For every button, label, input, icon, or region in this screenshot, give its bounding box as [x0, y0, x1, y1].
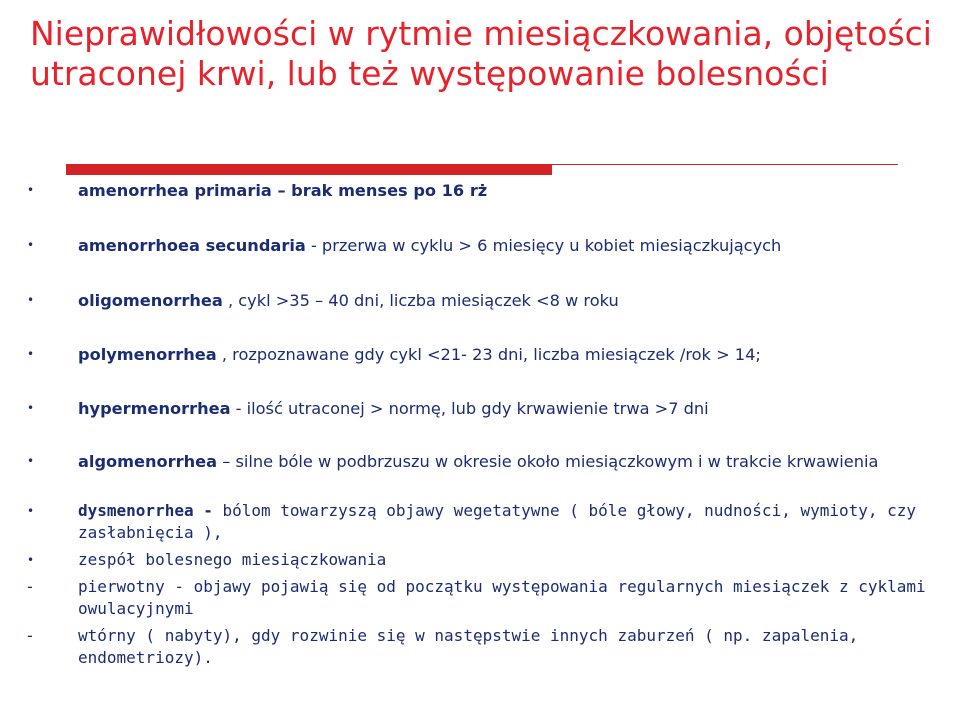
list-item-algomenorrhea [78, 451, 938, 473]
dash-marker: - [27, 577, 33, 596]
title-line-2: utraconej krwi, lub też występowanie bolesności [30, 54, 829, 93]
item-description: , cykl >35 – 40 dni, liczba miesiączek <8 w roku [222, 291, 619, 310]
list-item-dysmenorrhea [78, 500, 938, 544]
item-description: pierwotny - objawy pojawią się od początku występowania regularnych miesiączek z cyklami owulacyjnymi [78, 577, 926, 618]
title-rule-thick [66, 164, 552, 175]
item-description: - ilość utraconej > normę, lub gdy krwawienie trwa >7 dni [230, 399, 709, 418]
bullet-marker: • [27, 401, 35, 415]
bullet-marker: • [27, 347, 35, 361]
item-description: – silne bóle w podbrzuszu w okresie około miesiączkowym i w trakcie krwawienia [217, 452, 879, 471]
item-description: , rozpoznawane gdy cykl <21- 23 dni, liczba miesiączek /rok > 14; [216, 345, 761, 364]
bullet-marker: • [27, 183, 35, 197]
item-description: bólom towarzyszą objawy wegetatywne ( bóle głowy, nudności, wymioty, czy zasłabnięcia ), [78, 501, 917, 542]
slide-title [30, 14, 940, 94]
item-term: oligomenorrhea [78, 291, 223, 310]
item-term: hypermenorrhea [78, 399, 231, 418]
list-item-oligomenorrhea [78, 290, 938, 312]
list-item-amenorrhea-primaria [78, 180, 938, 202]
item-description: wtórny ( nabyty), gdy rozwinie się w następstwie innych zaburzeń ( np. zapalenia, endometriozy). [78, 626, 859, 667]
list-item-polymenorrhea [78, 344, 938, 366]
item-term: algomenorrhea [78, 452, 218, 471]
bullet-marker: • [27, 553, 35, 567]
title-line-1: Nieprawidłowości w rytmie miesiączkowania, objętości [30, 14, 932, 53]
bullet-marker: • [27, 504, 35, 518]
item-term: polymenorrhea [78, 345, 217, 364]
title-rule-thin [552, 164, 898, 165]
bullet-marker: • [27, 454, 35, 468]
item-description: - przerwa w cyklu > 6 miesięcy u kobiet miesiączkujących [305, 236, 782, 255]
dash-marker: - [27, 626, 33, 645]
item-term: dysmenorrhea - [78, 501, 213, 520]
item-term: amenorrhea primaria – brak menses po 16 rż [78, 181, 488, 200]
list-item-amenorrhoea-secundaria [78, 235, 938, 257]
list-item-hypermenorrhea [78, 398, 938, 420]
item-term: amenorrhoea secundaria [78, 236, 306, 255]
bullet-marker: • [27, 293, 35, 307]
list-item-wtorny [78, 625, 938, 669]
list-item-zespol [78, 549, 938, 571]
list-item-pierwotny [78, 576, 938, 620]
item-description: zespół bolesnego miesiączkowania [78, 550, 387, 569]
bullet-marker: • [27, 238, 35, 252]
